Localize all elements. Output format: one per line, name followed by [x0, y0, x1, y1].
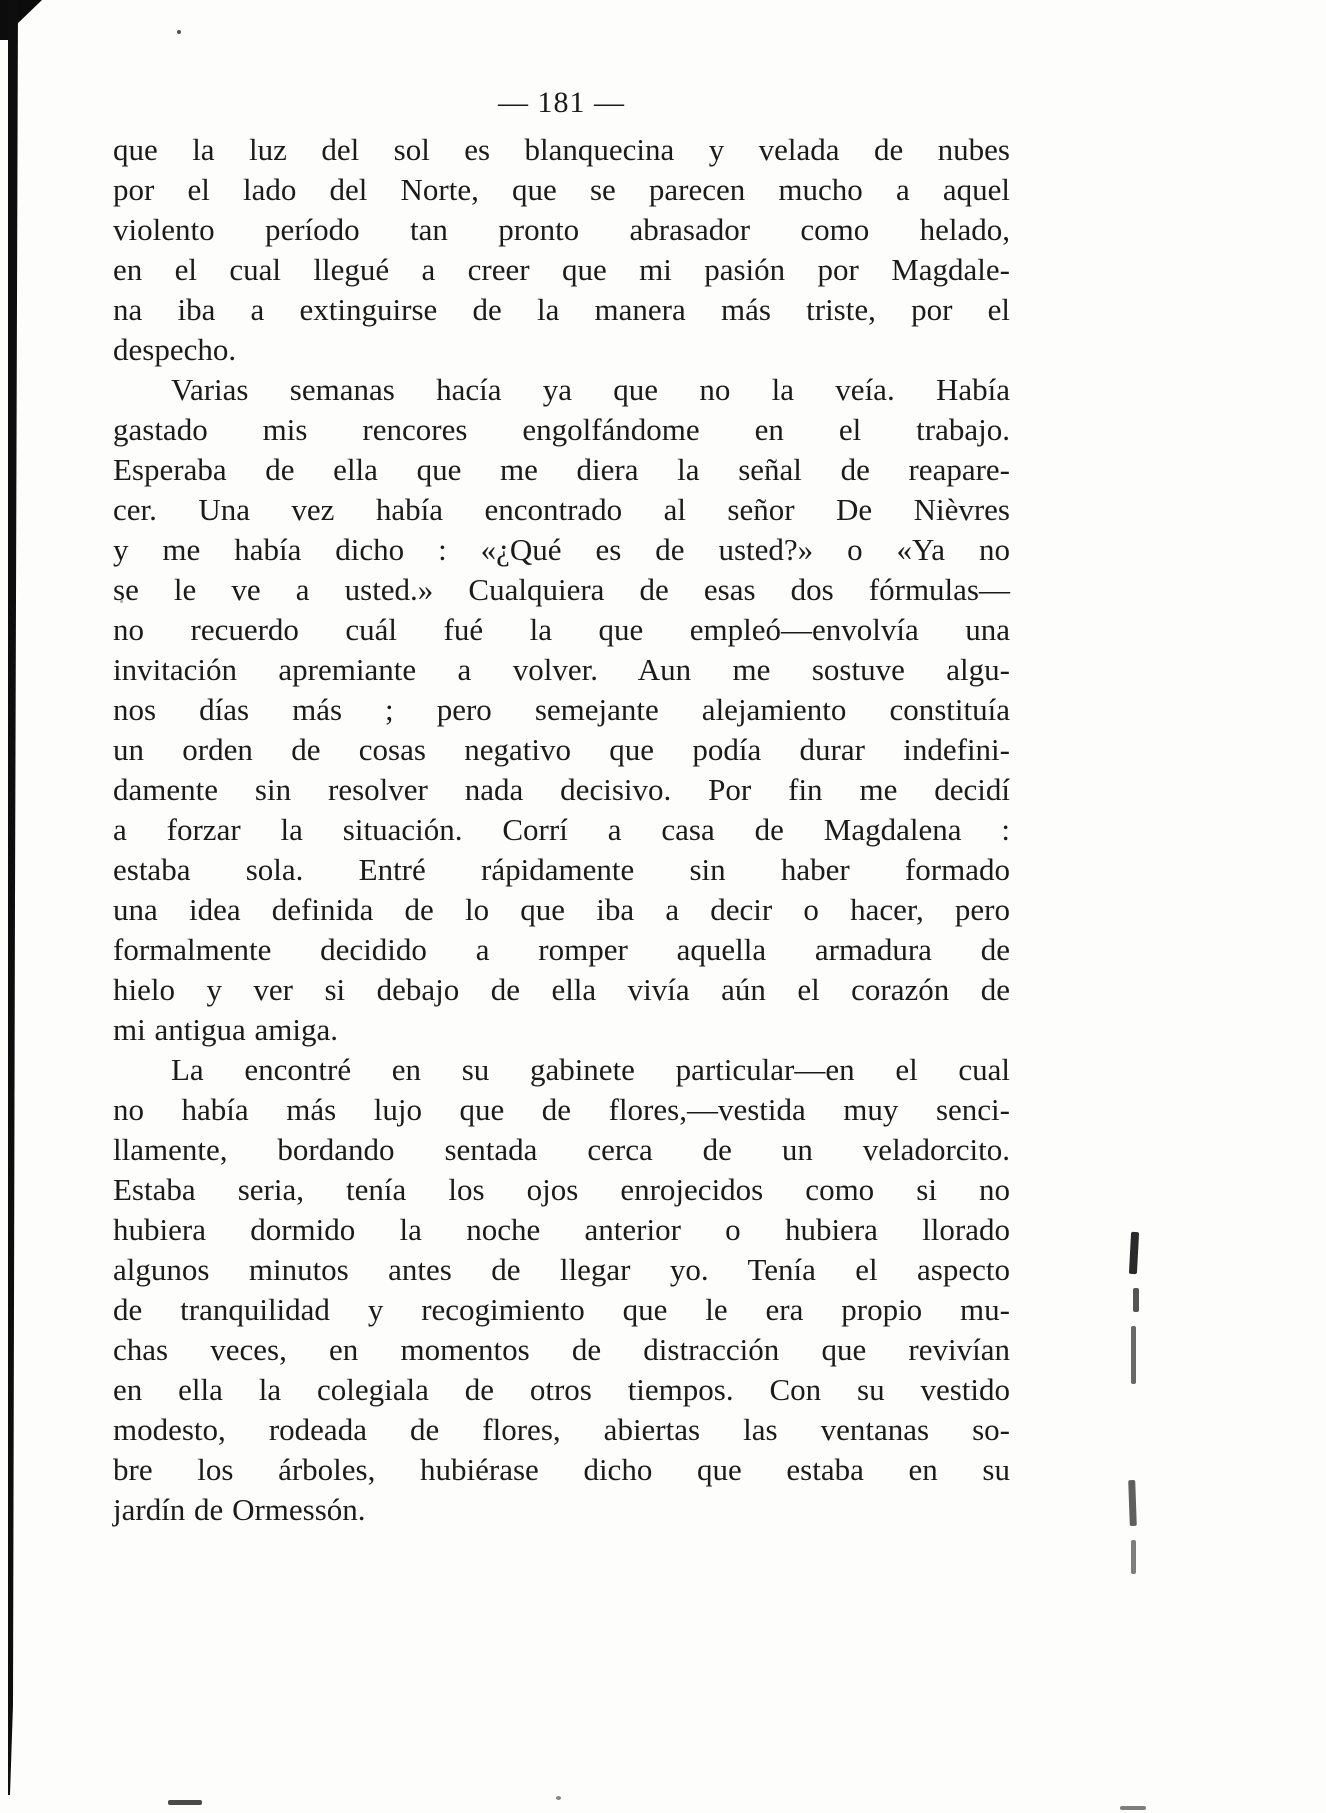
scan-edge-mark	[1131, 1326, 1136, 1384]
text-block	[113, 86, 1010, 1530]
text-line: y me había dicho : «¿Qué es de usted?» o «Ya no	[113, 532, 1010, 567]
text-line: en el cual llegué a creer que mi pasión por Magdale-	[113, 252, 1010, 287]
text-line: no recuerdo cuál fué la que empleó—envolvía una	[113, 612, 1010, 647]
text-line: cer. Una vez había encontrado al señor De Nièvres	[113, 492, 1010, 527]
text-line: invitación apremiante a volver. Aun me sostuve algu-	[113, 652, 1010, 687]
scan-speck	[177, 30, 181, 34]
page-text	[113, 130, 1010, 1530]
text-line: nos días más ; pero semejante alejamiento constituía	[113, 692, 1010, 727]
text-line: se le ve a usted.» Cualquiera de esas dos fórmulas—	[113, 572, 1010, 607]
text-line: a forzar la situación. Corrí a casa de Magdalena :	[113, 812, 1010, 847]
text-line: La encontré en su gabinete particular—en el cual	[171, 1052, 1010, 1087]
paragraph	[113, 1050, 1010, 1530]
scan-speck	[556, 1796, 561, 1800]
text-line: no había más lujo que de flores,—vestida muy senci-	[113, 1092, 1010, 1127]
text-line: Varias semanas hacía ya que no la veía. Había	[171, 372, 1010, 407]
text-line: hubiera dormido la noche anterior o hubiera llorado	[113, 1212, 1010, 1247]
text-line: formalmente decidido a romper aquella armadura de	[113, 932, 1010, 967]
scan-edge-mark	[1129, 1232, 1139, 1274]
text-line: bre los árboles, hubiérase dicho que estaba en su	[113, 1452, 1010, 1487]
text-line: Estaba seria, tenía los ojos enrojecidos como si no	[113, 1172, 1010, 1207]
text-line: chas veces, en momentos de distracción que revivían	[113, 1332, 1010, 1367]
text-line: gastado mis rencores engolfándome en el trabajo.	[113, 412, 1010, 447]
scan-edge-mark	[1128, 1480, 1137, 1526]
text-line: na iba a extinguirse de la manera más triste, por el	[113, 292, 1010, 327]
text-line: una idea definida de lo que iba a decir o hacer, pero	[113, 892, 1010, 927]
text-line: algunos minutos antes de llegar yo. Tenía el aspecto	[113, 1252, 1010, 1287]
scan-edge-mark	[168, 1800, 202, 1805]
binding-shadow-bar-artifact	[8, 0, 18, 1795]
scan-edge-mark	[1120, 1806, 1146, 1810]
page-number: — 181 —	[498, 86, 625, 119]
text-line: damente sin resolver nada decisivo. Por fin me decidí	[113, 772, 1010, 807]
text-line: llamente, bordando sentada cerca de un veladorcito.	[113, 1132, 1010, 1167]
text-line: Esperaba de ella que me diera la señal de reapare-	[113, 452, 1010, 487]
text-line: violento período tan pronto abrasador como helado,	[113, 212, 1010, 247]
text-line: de tranquilidad y recogimiento que le era propio mu-	[113, 1292, 1010, 1327]
binding-shadow-top-artifact	[0, 0, 42, 40]
paragraph	[113, 370, 1010, 1050]
scan-edge-mark	[1131, 1540, 1136, 1574]
text-line: hielo y ver si debajo de ella vivía aún el corazón de	[113, 972, 1010, 1007]
text-line: despecho.	[113, 332, 237, 367]
text-line: estaba sola. Entré rápidamente sin haber formado	[113, 852, 1010, 887]
text-line: en ella la colegiala de otros tiempos. Con su vestido	[113, 1372, 1010, 1407]
text-line: mi antigua amiga.	[113, 1012, 338, 1047]
text-line: un orden de cosas negativo que podía durar indefini-	[113, 732, 1010, 767]
text-line: jardín de Ormessón.	[113, 1492, 366, 1527]
text-line: que la luz del sol es blanquecina y velada de nubes	[113, 132, 1010, 167]
paragraph	[113, 130, 1010, 370]
text-line: por el lado del Norte, que se parecen mucho a aquel	[113, 172, 1010, 207]
text-line: modesto, rodeada de flores, abiertas las ventanas so-	[113, 1412, 1010, 1447]
scan-edge-mark	[1133, 1288, 1139, 1312]
